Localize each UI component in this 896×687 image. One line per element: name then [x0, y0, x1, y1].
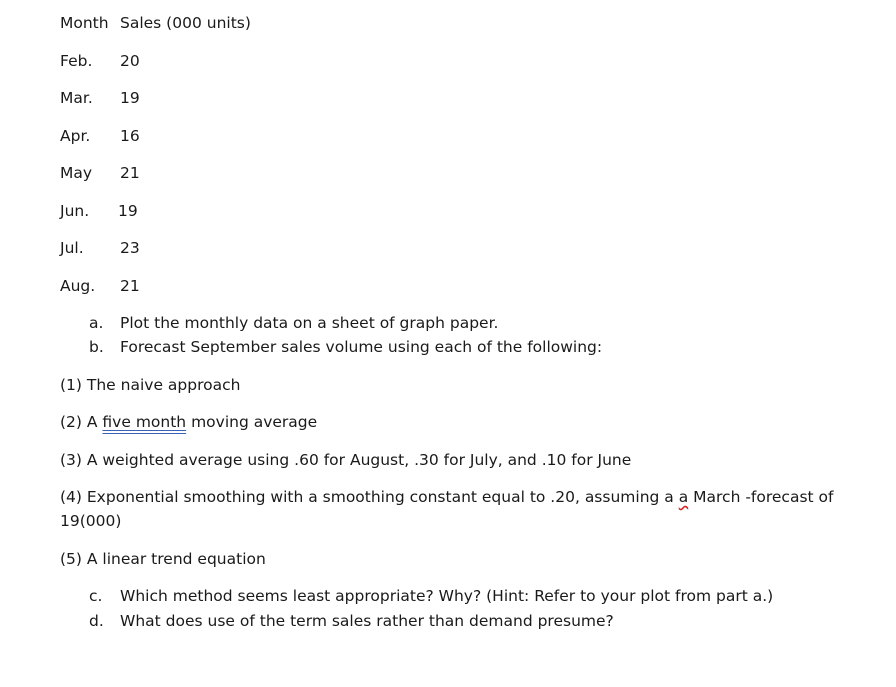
table-cell-month: Mar.	[60, 89, 93, 107]
list-marker: d.	[89, 612, 104, 630]
grammar-flagged-text[interactable]: five month	[102, 413, 187, 431]
spelling-flagged-word[interactable]: a	[678, 488, 689, 506]
method-2	[60, 412, 317, 432]
list-item-text: What does use of the term sales rather than demand presume?	[120, 612, 614, 630]
list-item-text: Forecast September sales volume using each of the following:	[120, 338, 603, 356]
list-item-text: Which method seems least appropriate? Why? (Hint: Refer to your plot from part a.)	[120, 587, 774, 605]
method-1: (1) The naive approach	[60, 376, 241, 394]
method-4-prefix: (4) Exponential smoothing with a smoothing constant equal to .20, assuming a	[60, 488, 679, 506]
method-4-continuation: 19(000)	[60, 512, 122, 530]
method-4	[60, 487, 833, 507]
table-cell-month: Jul.	[60, 239, 84, 257]
method-5: (5) A linear trend equation	[60, 550, 266, 568]
method-4-suffix: March -forecast of	[688, 488, 834, 506]
list-marker: b.	[89, 338, 104, 356]
table-cell-sales: 21	[120, 277, 140, 295]
table-header-month: Month	[60, 14, 109, 32]
table-cell-sales: 23	[120, 239, 140, 257]
list-item-text: Plot the monthly data on a sheet of graph paper.	[120, 314, 499, 332]
list-marker: c.	[89, 587, 103, 605]
method-2-prefix: (2) A	[60, 413, 103, 431]
list-marker: a.	[89, 314, 104, 332]
table-cell-month: May	[60, 164, 93, 182]
table-cell-month: Aug.	[60, 277, 96, 295]
table-cell-sales: 16	[120, 127, 140, 145]
method-2-suffix: moving average	[186, 413, 318, 431]
table-cell-month: Apr.	[60, 127, 91, 145]
table-cell-sales: 20	[120, 52, 140, 70]
method-3: (3) A weighted average using .60 for August, .30 for July, and .10 for June	[60, 451, 632, 469]
table-cell-sales: 21	[120, 164, 140, 182]
table-header-sales: Sales (000 units)	[120, 14, 251, 32]
table-cell-month: Jun.	[60, 202, 90, 220]
table-cell-month: Feb.	[60, 52, 93, 70]
table-cell-sales: 19	[118, 202, 138, 220]
table-cell-sales: 19	[120, 89, 140, 107]
